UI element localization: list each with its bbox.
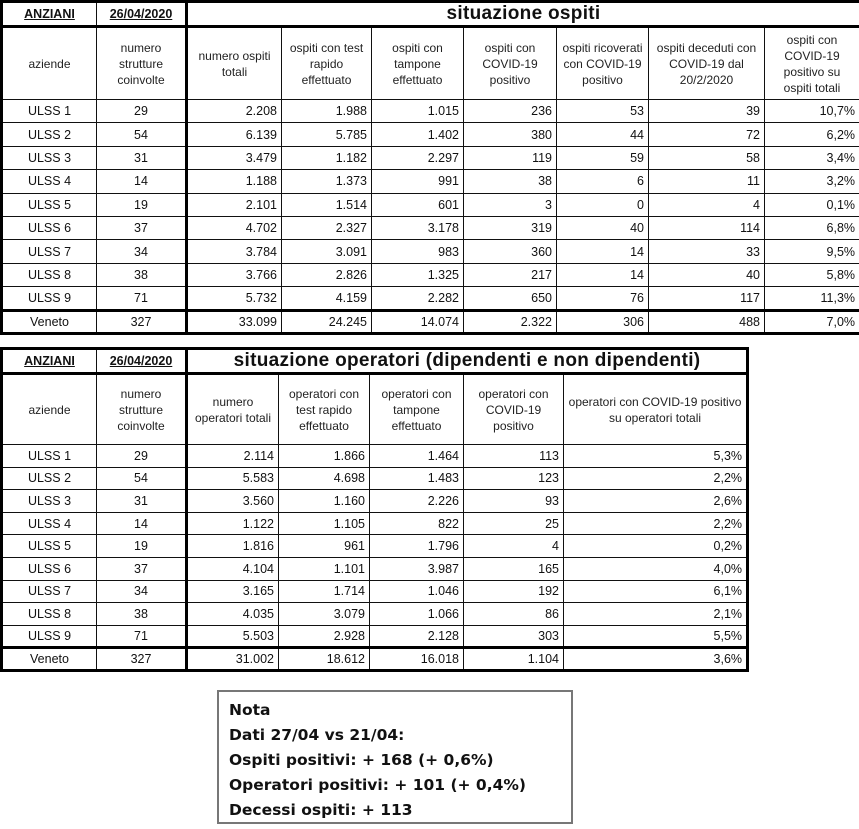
value-cell: 2,2% xyxy=(564,467,748,490)
col-header: ospiti con tampone effettuato xyxy=(372,27,464,100)
value-cell: 11,3% xyxy=(765,287,859,310)
value-cell: 93 xyxy=(464,490,564,513)
value-cell: 4.698 xyxy=(279,467,370,490)
col-header: ospiti deceduti con COVID-19 dal 20/2/2020 xyxy=(649,27,765,100)
date-label: 26/04/2020 xyxy=(97,349,187,374)
value-cell: 1.015 xyxy=(372,100,464,123)
value-cell: 4.159 xyxy=(282,287,372,310)
value-cell: 5.503 xyxy=(187,625,279,648)
value-cell: 10,7% xyxy=(765,100,859,123)
value-cell: 822 xyxy=(370,512,464,535)
value-cell: 6,8% xyxy=(765,216,859,239)
value-cell: 3.766 xyxy=(187,263,282,286)
value-cell: 3.165 xyxy=(187,580,279,603)
value-cell: 59 xyxy=(557,146,649,169)
table-row xyxy=(2,287,859,310)
value-cell: 192 xyxy=(464,580,564,603)
azienda-cell: ULSS 2 xyxy=(2,123,97,146)
total-row xyxy=(2,648,748,671)
note-line: Operatori positivi: + 101 (+ 0,4%) xyxy=(229,776,526,794)
table-row xyxy=(2,123,859,146)
col-header: operatori con COVID-19 positivo su operatori totali xyxy=(564,374,748,445)
value-cell: 1.714 xyxy=(279,580,370,603)
col-header: ospiti con test rapido effettuato xyxy=(282,27,372,100)
value-cell: 39 xyxy=(649,100,765,123)
value-cell: 2.928 xyxy=(279,625,370,648)
value-cell: 119 xyxy=(464,146,557,169)
value-cell: 1.866 xyxy=(279,445,370,468)
value-cell: 31 xyxy=(97,490,187,513)
value-cell: 24.245 xyxy=(282,310,372,333)
value-cell: 14 xyxy=(97,170,187,193)
value-cell: 303 xyxy=(464,625,564,648)
col-header: numero ospiti totali xyxy=(187,27,282,100)
value-cell: 319 xyxy=(464,216,557,239)
value-cell: 3,6% xyxy=(564,648,748,671)
value-cell: 1.402 xyxy=(372,123,464,146)
value-cell: 2.327 xyxy=(282,216,372,239)
value-cell: 3.079 xyxy=(279,603,370,626)
value-cell: 1.483 xyxy=(370,467,464,490)
value-cell: 3.178 xyxy=(372,216,464,239)
value-cell: 2.128 xyxy=(370,625,464,648)
value-cell: 86 xyxy=(464,603,564,626)
value-cell: 488 xyxy=(649,310,765,333)
value-cell: 1.122 xyxy=(187,512,279,535)
value-cell: 2.282 xyxy=(372,287,464,310)
value-cell: 6 xyxy=(557,170,649,193)
value-cell: 3.987 xyxy=(370,557,464,580)
value-cell: 3.091 xyxy=(282,240,372,263)
table-row xyxy=(2,603,748,626)
table-title: situazione ospiti xyxy=(187,2,859,27)
table-row xyxy=(2,512,748,535)
value-cell: 54 xyxy=(97,123,187,146)
value-cell: 14 xyxy=(557,240,649,263)
value-cell: 217 xyxy=(464,263,557,286)
azienda-cell: ULSS 1 xyxy=(2,100,97,123)
tag-label: ANZIANI xyxy=(2,349,97,374)
value-cell: 38 xyxy=(97,263,187,286)
table-row xyxy=(2,193,859,216)
value-cell: 71 xyxy=(97,625,187,648)
value-cell: 2.208 xyxy=(187,100,282,123)
value-cell: 37 xyxy=(97,216,187,239)
table-row xyxy=(2,580,748,603)
col-header: ospiti con COVID-19 positivo xyxy=(464,27,557,100)
value-cell: 1.160 xyxy=(279,490,370,513)
col-header: numero strutture coinvolte xyxy=(97,374,187,445)
value-cell: 1.104 xyxy=(464,648,564,671)
value-cell: 7,0% xyxy=(765,310,859,333)
value-cell: 6.139 xyxy=(187,123,282,146)
col-header: ospiti ricoverati con COVID-19 positivo xyxy=(557,27,649,100)
value-cell: 4.104 xyxy=(187,557,279,580)
value-cell: 29 xyxy=(97,100,187,123)
value-cell: 1.816 xyxy=(187,535,279,558)
table-row xyxy=(2,100,859,123)
value-cell: 1.046 xyxy=(370,580,464,603)
value-cell: 5.732 xyxy=(187,287,282,310)
value-cell: 1.101 xyxy=(279,557,370,580)
value-cell: 0,2% xyxy=(564,535,748,558)
value-cell: 4.702 xyxy=(187,216,282,239)
date-label: 26/04/2020 xyxy=(97,2,187,27)
azienda-cell: ULSS 4 xyxy=(2,170,97,193)
table-row xyxy=(2,490,748,513)
value-cell: 3.479 xyxy=(187,146,282,169)
value-cell: 5.785 xyxy=(282,123,372,146)
value-cell: 16.018 xyxy=(370,648,464,671)
value-cell: 3 xyxy=(464,193,557,216)
col-header: ospiti con COVID-19 positivo su ospiti totali xyxy=(765,27,859,100)
value-cell: 1.066 xyxy=(370,603,464,626)
value-cell: 327 xyxy=(97,648,187,671)
value-cell: 360 xyxy=(464,240,557,263)
value-cell: 3,2% xyxy=(765,170,859,193)
value-cell: 19 xyxy=(97,535,187,558)
value-cell: 38 xyxy=(464,170,557,193)
value-cell: 983 xyxy=(372,240,464,263)
azienda-cell: ULSS 9 xyxy=(2,287,97,310)
value-cell: 991 xyxy=(372,170,464,193)
value-cell: 14 xyxy=(557,263,649,286)
azienda-cell: ULSS 3 xyxy=(2,146,97,169)
table-title-row xyxy=(2,349,748,374)
table-row xyxy=(2,240,859,263)
azienda-cell: ULSS 1 xyxy=(2,445,97,468)
value-cell: 4 xyxy=(464,535,564,558)
note-title: Nota xyxy=(229,701,271,719)
value-cell: 25 xyxy=(464,512,564,535)
value-cell: 114 xyxy=(649,216,765,239)
value-cell: 14.074 xyxy=(372,310,464,333)
value-cell: 33.099 xyxy=(187,310,282,333)
value-cell: 2.114 xyxy=(187,445,279,468)
azienda-cell: ULSS 8 xyxy=(2,603,97,626)
value-cell: 1.182 xyxy=(282,146,372,169)
header-row xyxy=(2,374,748,445)
value-cell: 113 xyxy=(464,445,564,468)
value-cell: 34 xyxy=(97,240,187,263)
table-row xyxy=(2,557,748,580)
value-cell: 1.325 xyxy=(372,263,464,286)
col-header: numero strutture coinvolte xyxy=(97,27,187,100)
value-cell: 40 xyxy=(649,263,765,286)
col-header: operatori con COVID-19 positivo xyxy=(464,374,564,445)
azienda-cell: Veneto xyxy=(2,310,97,333)
value-cell: 601 xyxy=(372,193,464,216)
value-cell: 650 xyxy=(464,287,557,310)
value-cell: 14 xyxy=(97,512,187,535)
ospiti-table xyxy=(0,0,859,335)
value-cell: 4,0% xyxy=(564,557,748,580)
table-row xyxy=(2,216,859,239)
value-cell: 3.560 xyxy=(187,490,279,513)
col-header: aziende xyxy=(2,374,97,445)
azienda-cell: ULSS 6 xyxy=(2,557,97,580)
value-cell: 38 xyxy=(97,603,187,626)
value-cell: 2.226 xyxy=(370,490,464,513)
azienda-cell: ULSS 7 xyxy=(2,240,97,263)
value-cell: 18.612 xyxy=(279,648,370,671)
table-row xyxy=(2,146,859,169)
value-cell: 31 xyxy=(97,146,187,169)
azienda-cell: ULSS 8 xyxy=(2,263,97,286)
azienda-cell: ULSS 7 xyxy=(2,580,97,603)
azienda-cell: ULSS 6 xyxy=(2,216,97,239)
value-cell: 2,2% xyxy=(564,512,748,535)
table-row xyxy=(2,467,748,490)
note-line: Ospiti positivi: + 168 (+ 0,6%) xyxy=(229,751,494,769)
value-cell: 2.826 xyxy=(282,263,372,286)
azienda-cell: ULSS 5 xyxy=(2,193,97,216)
value-cell: 327 xyxy=(97,310,187,333)
value-cell: 4.035 xyxy=(187,603,279,626)
value-cell: 5,5% xyxy=(564,625,748,648)
value-cell: 44 xyxy=(557,123,649,146)
azienda-cell: ULSS 9 xyxy=(2,625,97,648)
azienda-cell: ULSS 4 xyxy=(2,512,97,535)
table-row xyxy=(2,535,748,558)
total-row xyxy=(2,310,859,333)
table-row xyxy=(2,445,748,468)
value-cell: 6,1% xyxy=(564,580,748,603)
value-cell: 380 xyxy=(464,123,557,146)
value-cell: 40 xyxy=(557,216,649,239)
value-cell: 123 xyxy=(464,467,564,490)
col-header: operatori con test rapido effettuato xyxy=(279,374,370,445)
value-cell: 19 xyxy=(97,193,187,216)
table-row xyxy=(2,263,859,286)
header-row xyxy=(2,27,859,100)
table-row xyxy=(2,625,748,648)
value-cell: 37 xyxy=(97,557,187,580)
value-cell: 9,5% xyxy=(765,240,859,263)
value-cell: 5.583 xyxy=(187,467,279,490)
note-box xyxy=(217,690,573,824)
value-cell: 1.988 xyxy=(282,100,372,123)
col-header: aziende xyxy=(2,27,97,100)
note-line: Dati 27/04 vs 21/04: xyxy=(229,726,405,744)
col-header: operatori con tampone effettuato xyxy=(370,374,464,445)
value-cell: 76 xyxy=(557,287,649,310)
value-cell: 1.188 xyxy=(187,170,282,193)
value-cell: 2,1% xyxy=(564,603,748,626)
operatori-table xyxy=(0,347,749,672)
value-cell: 5,3% xyxy=(564,445,748,468)
value-cell: 33 xyxy=(649,240,765,263)
value-cell: 2.101 xyxy=(187,193,282,216)
value-cell: 117 xyxy=(649,287,765,310)
value-cell: 1.464 xyxy=(370,445,464,468)
value-cell: 1.373 xyxy=(282,170,372,193)
value-cell: 5,8% xyxy=(765,263,859,286)
value-cell: 2.322 xyxy=(464,310,557,333)
value-cell: 58 xyxy=(649,146,765,169)
value-cell: 54 xyxy=(97,467,187,490)
table-title-row xyxy=(2,2,859,27)
value-cell: 0 xyxy=(557,193,649,216)
value-cell: 72 xyxy=(649,123,765,146)
tag-label: ANZIANI xyxy=(2,2,97,27)
azienda-cell: ULSS 2 xyxy=(2,467,97,490)
value-cell: 961 xyxy=(279,535,370,558)
col-header: numero operatori totali xyxy=(187,374,279,445)
value-cell: 236 xyxy=(464,100,557,123)
azienda-cell: ULSS 3 xyxy=(2,490,97,513)
value-cell: 306 xyxy=(557,310,649,333)
value-cell: 34 xyxy=(97,580,187,603)
value-cell: 11 xyxy=(649,170,765,193)
table-row xyxy=(2,170,859,193)
value-cell: 3.784 xyxy=(187,240,282,263)
value-cell: 29 xyxy=(97,445,187,468)
table-title: situazione operatori (dipendenti e non dipendenti) xyxy=(187,349,748,374)
value-cell: 53 xyxy=(557,100,649,123)
value-cell: 2.297 xyxy=(372,146,464,169)
azienda-cell: ULSS 5 xyxy=(2,535,97,558)
value-cell: 31.002 xyxy=(187,648,279,671)
value-cell: 1.796 xyxy=(370,535,464,558)
value-cell: 1.514 xyxy=(282,193,372,216)
value-cell: 71 xyxy=(97,287,187,310)
note-line: Decessi ospiti: + 113 xyxy=(229,801,413,819)
value-cell: 4 xyxy=(649,193,765,216)
azienda-cell: Veneto xyxy=(2,648,97,671)
value-cell: 1.105 xyxy=(279,512,370,535)
value-cell: 2,6% xyxy=(564,490,748,513)
value-cell: 6,2% xyxy=(765,123,859,146)
value-cell: 3,4% xyxy=(765,146,859,169)
value-cell: 165 xyxy=(464,557,564,580)
value-cell: 0,1% xyxy=(765,193,859,216)
